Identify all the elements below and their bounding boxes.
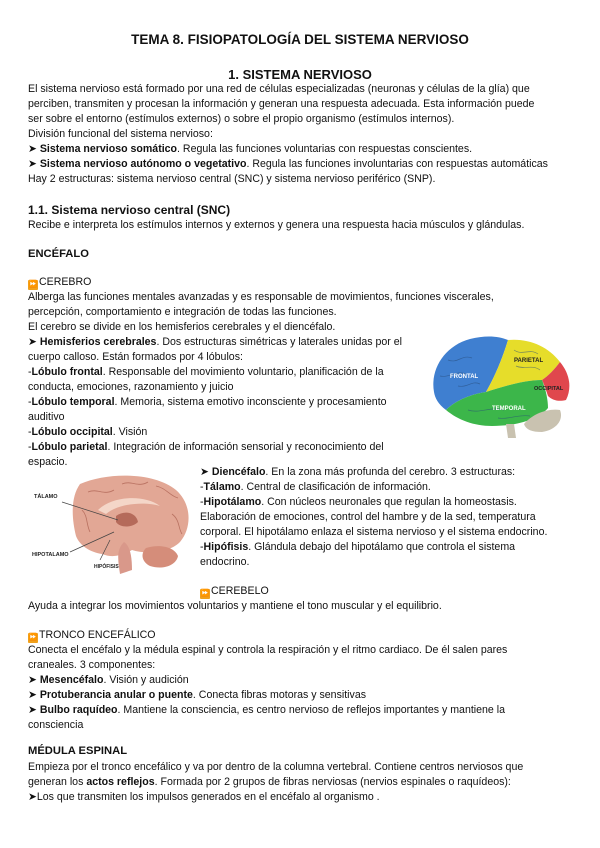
- fast-forward-icon: ⏩: [28, 634, 38, 641]
- talamo-label: TÁLAMO: [34, 494, 58, 500]
- temporal-label: TEMPORAL: [492, 406, 526, 412]
- list-item: [28, 142, 472, 157]
- label-text: CEREBELO: [211, 585, 269, 597]
- section-heading: 1. SISTEMA NERVIOSO: [228, 67, 372, 82]
- term-desc: . Regula las funciones voluntarias con respuestas conscientes.: [177, 143, 473, 155]
- doc-title: TEMA 8. FISIOPATOLOGÍA DEL SISTEMA NERVIOSO: [131, 32, 469, 47]
- paragraph-line: conducta, emociones, razonamiento y juicio: [28, 381, 234, 393]
- term-desc: . Mantiene la consciencia, es centro nervioso de reflejos importantes y mantiene la: [117, 704, 505, 716]
- term: Mesencéfalo: [39, 674, 104, 686]
- term: Tálamo: [203, 481, 241, 493]
- tronco-label: [28, 628, 156, 643]
- brain-lobes-image: [428, 330, 574, 438]
- text-run: generan los: [28, 776, 87, 788]
- occipital-label: OCCIPITAL: [534, 386, 564, 392]
- term: Lóbulo parietal: [31, 441, 108, 453]
- bullet-icon: ➤: [200, 466, 209, 478]
- paragraph-line: craneales. 3 componentes:: [28, 659, 156, 671]
- list-item: -Lóbulo occipital. Visión: [28, 426, 148, 438]
- term: Lóbulo occipital: [31, 426, 113, 438]
- paragraph-line: perciben, transmiten y procesan la información y generan una respuesta adecuada. Esta información puede: [28, 98, 535, 110]
- sagittal-brain-image: [28, 470, 196, 578]
- bullet-icon: ➤: [28, 704, 37, 716]
- label-text: TRONCO ENCEFÁLICO: [39, 629, 156, 641]
- term-desc: . En la zona más profunda del cerebro. 3 estructuras:: [265, 466, 516, 478]
- paragraph-line: Conecta el encéfalo y la médula espinal y controla la respiración y el ritmo cardiaco. De él salen pares: [28, 644, 508, 656]
- paragraph-line: corporal. El hipotálamo enlaza el sistema nervioso y el sistema endocrino.: [200, 526, 548, 538]
- list-item: -Lóbulo frontal. Responsable del movimiento voluntario, planificación de la: [28, 366, 384, 378]
- list-item: [28, 157, 548, 172]
- term-desc: . Responsable del movimiento voluntario, planificación de la: [102, 366, 384, 378]
- list-item: [28, 703, 505, 718]
- term: Lóbulo frontal: [31, 366, 103, 378]
- fast-forward-icon: ⏩: [200, 590, 210, 597]
- term-desc: . Central de clasificación de información.: [240, 481, 431, 493]
- term: Protuberancia anular o puente: [39, 689, 193, 701]
- term-desc: . Visión: [112, 426, 148, 438]
- encefalo-heading: ENCÉFALO: [28, 248, 89, 260]
- cerebelo-label: [200, 584, 269, 599]
- term-desc: . Memoria, sistema emotivo inconsciente y procesamiento: [114, 396, 387, 408]
- paragraph-line: cuerpo calloso. Están formados por 4 lóbulos:: [28, 351, 243, 363]
- frontal-label: FRONTAL: [450, 374, 479, 380]
- term: Hipófisis: [203, 541, 249, 553]
- term-desc: . Glándula debajo del hipotálamo que controla el sistema: [248, 541, 516, 553]
- term: Hipotálamo: [203, 496, 262, 508]
- list-item: [28, 335, 402, 350]
- paragraph-line: [28, 775, 511, 790]
- list-item: -Hipófisis. Glándula debajo del hipotálamo que controla el sistema: [200, 541, 516, 553]
- paragraph-line: Hay 2 estructuras: sistema nervioso central (SNC) y sistema nervioso periférico (SNP).: [28, 173, 436, 185]
- paragraph-line: El sistema nervioso está formado por una red de células especializadas (neuronas y células de la glía) que: [28, 83, 530, 95]
- label-text: CEREBRO: [39, 276, 92, 288]
- list-item: -Lóbulo parietal. Integración de información sensorial y reconocimiento del: [28, 441, 384, 453]
- paragraph-line: consciencia: [28, 719, 84, 731]
- term-desc: . Visión y audición: [103, 674, 189, 686]
- term: Sistema nervioso somático: [39, 143, 178, 155]
- cerebellum-section: [143, 546, 178, 567]
- fast-forward-icon: ⏩: [28, 281, 38, 288]
- paragraph-line: Ayuda a integrar los movimientos voluntarios y mantiene el tono muscular y el equilibrio.: [28, 600, 442, 612]
- bullet-icon: ➤: [28, 674, 37, 686]
- list-item: [200, 465, 515, 480]
- hipotalamo-label: HIPOTALAMO: [32, 552, 69, 558]
- cerebro-label: [28, 275, 91, 290]
- paragraph-line: El cerebro se divide en los hemisferios cerebrales y el diencéfalo.: [28, 321, 336, 333]
- paragraph-line: ser sobre el entorno (estímulos externos) o sobre el propio organismo (estímulos internos).: [28, 113, 455, 125]
- subsection-heading: 1.1. Sistema nervioso central (SNC): [28, 203, 231, 217]
- bullet-icon: ➤: [28, 158, 37, 170]
- paragraph-line: auditivo: [28, 411, 65, 423]
- list-item: [28, 790, 380, 805]
- bullet-icon: ➤: [28, 791, 37, 803]
- term-desc: . Conecta fibras motoras y sensitivas: [192, 689, 367, 701]
- paragraph-line: percepción, comportamiento e integración de todas las funciones.: [28, 306, 337, 318]
- list-item: -Lóbulo temporal. Memoria, sistema emotivo inconsciente y procesamiento: [28, 396, 387, 408]
- term: Sistema nervioso autónomo o vegetativo: [39, 158, 247, 170]
- bullet-icon: ➤: [28, 143, 37, 155]
- medula-heading: MÉDULA ESPINAL: [28, 745, 128, 757]
- brainstem-shape: [506, 424, 516, 438]
- paragraph-line: Empieza por el tronco encefálico y va por dentro de la columna vertebral. Contiene centros nerviosos que: [28, 761, 524, 773]
- list-item-text: Los que transmiten los impulsos generados en el encéfalo al organismo .: [36, 791, 380, 803]
- paragraph-line: Recibe e interpreta los estímulos internos y externos y genera una respuesta hacia músculos y glándulas.: [28, 219, 525, 231]
- term-desc: . Integración de información sensorial y reconocimiento del: [107, 441, 384, 453]
- bullet-icon: ➤: [28, 689, 37, 701]
- term: Diencéfalo: [211, 466, 266, 478]
- paragraph-line: Alberga las funciones mentales avanzadas y es responsable de movimientos, funciones viscerales,: [28, 291, 494, 303]
- parietal-label: PARIETAL: [514, 358, 544, 364]
- text-run: . Formada por 2 grupos de fibras nerviosas (nervios espinales o raquídeos):: [154, 776, 511, 788]
- term-desc: . Regula las funciones involuntarias con respuestas automáticas: [246, 158, 548, 170]
- term: Bulbo raquídeo: [39, 704, 118, 716]
- list-item: [28, 673, 189, 688]
- paragraph-line: Elaboración de emociones, control del hambre y de la sed, temperatura: [200, 511, 536, 523]
- paragraph-line: endocrino.: [200, 556, 250, 568]
- paragraph-line: División funcional del sistema nervioso:: [28, 128, 213, 140]
- term: Lóbulo temporal: [31, 396, 115, 408]
- term-desc: . Con núcleos neuronales que regulan la homeostasis.: [261, 496, 517, 508]
- paragraph-line: espacio.: [28, 456, 68, 468]
- hipofisis-label: HIPÓFISIS: [94, 564, 119, 570]
- list-item: -Tálamo. Central de clasificación de información.: [200, 481, 431, 493]
- list-item: -Hipotálamo. Con núcleos neuronales que regulan la homeostasis.: [200, 496, 517, 508]
- term-desc: . Dos estructuras simétricas y laterales unidas por el: [156, 336, 402, 348]
- term: actos reflejos: [86, 776, 155, 788]
- bullet-icon: ➤: [28, 336, 37, 348]
- list-item: [28, 688, 366, 703]
- term: Hemisferios cerebrales: [39, 336, 157, 348]
